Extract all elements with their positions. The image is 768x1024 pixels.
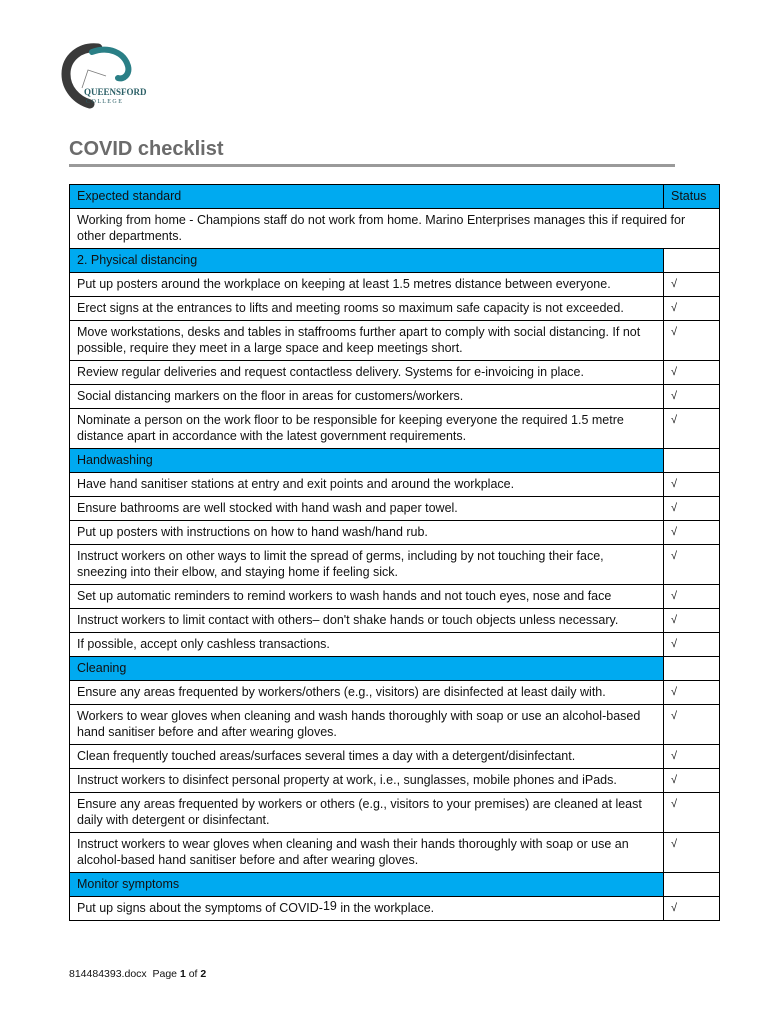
section-heading: 2. Physical distancing xyxy=(70,249,664,273)
standard-text xyxy=(70,897,664,921)
college-logo xyxy=(58,42,150,112)
status-check-icon: √ xyxy=(664,545,720,585)
standard-text: If possible, accept only cashless transactions. xyxy=(70,633,664,657)
table-row xyxy=(70,681,720,705)
section-heading: Cleaning xyxy=(70,657,664,681)
status-check-icon: √ xyxy=(664,633,720,657)
standard-text: Put up posters around the workplace on keeping at least 1.5 metres distance between everyone. xyxy=(70,273,664,297)
standard-text: Have hand sanitiser stations at entry and exit points and around the workplace. xyxy=(70,473,664,497)
logo-mark-icon xyxy=(58,42,150,112)
status-check-icon: √ xyxy=(664,793,720,833)
table-row xyxy=(70,833,720,873)
status-check-icon: √ xyxy=(664,473,720,497)
covid-checklist-table xyxy=(69,184,720,921)
section-heading-row xyxy=(70,449,720,473)
status-check-icon: √ xyxy=(664,769,720,793)
table-row xyxy=(70,609,720,633)
status-check-icon: √ xyxy=(664,321,720,361)
logo-wordmark: QUEENSFORD xyxy=(84,87,147,97)
logo-subwordmark: C O L L E G E xyxy=(86,99,122,105)
footer-of-label: of xyxy=(188,968,198,980)
footer-page-total: 2 xyxy=(200,968,207,980)
footer-filename: 814484393.docx xyxy=(69,968,147,980)
section-heading: Handwashing xyxy=(70,449,664,473)
status-check-icon: √ xyxy=(664,297,720,321)
standard-text-part: in the workplace. xyxy=(336,901,435,915)
status-check-icon: √ xyxy=(664,833,720,873)
status-check-icon: √ xyxy=(664,273,720,297)
header-expected-standard: Expected standard xyxy=(70,185,664,209)
standard-text: Social distancing markers on the floor in areas for customers/workers. xyxy=(70,385,664,409)
status-check-icon: √ xyxy=(664,897,720,921)
standard-text: Ensure any areas frequented by workers or others (e.g., visitors to your premises) are cleaned at least daily with detergent or disinfectant. xyxy=(70,793,664,833)
table-row xyxy=(70,545,720,585)
status-check-icon: √ xyxy=(664,497,720,521)
standard-text: Set up automatic reminders to remind workers to wash hands and not touch eyes, nose and face xyxy=(70,585,664,609)
standard-text: Erect signs at the entrances to lifts and meeting rooms so maximum safe capacity is not exceeded. xyxy=(70,297,664,321)
table-row xyxy=(70,297,720,321)
standard-text: Workers to wear gloves when cleaning and wash hands thoroughly with soap or use an alcohol-based hand sanitiser before and after wearing gloves. xyxy=(70,705,664,745)
table-row xyxy=(70,745,720,769)
table-row xyxy=(70,793,720,833)
standard-text: Instruct workers on other ways to limit the spread of germs, including by not touching their face, sneezing into their elbow, and staying home if feeling sick. xyxy=(70,545,664,585)
standard-text: Ensure any areas frequented by workers/others (e.g., visitors) are disinfected at least daily with. xyxy=(70,681,664,705)
standard-text: Move workstations, desks and tables in staffrooms further apart to comply with social distancing. If not possible, require they meet in a large space and keep meetings short. xyxy=(70,321,664,361)
table-row xyxy=(70,385,720,409)
table-row xyxy=(70,497,720,521)
status-check-icon: √ xyxy=(664,385,720,409)
table-row xyxy=(70,521,720,545)
status-check-icon: √ xyxy=(664,681,720,705)
section-heading-row xyxy=(70,873,720,897)
table-row xyxy=(70,473,720,497)
page-title: COVID checklist xyxy=(69,138,224,160)
standard-text: Review regular deliveries and request contactless delivery. Systems for e-invoicing in place. xyxy=(70,361,664,385)
table-row xyxy=(70,897,720,921)
status-check-icon: √ xyxy=(664,609,720,633)
section-heading-row xyxy=(70,249,720,273)
table-row xyxy=(70,273,720,297)
intro-row xyxy=(70,209,720,249)
standard-text: Instruct workers to limit contact with others– don't shake hands or touch objects unless necessary. xyxy=(70,609,664,633)
intro-text: Working from home - Champions staff do not work from home. Marino Enterprises manages this if required for other departments. xyxy=(70,209,720,249)
header-status: Status xyxy=(664,185,720,209)
section-status-cell xyxy=(664,249,720,273)
page-footer xyxy=(69,968,206,980)
section-heading: Monitor symptoms xyxy=(70,873,664,897)
footer-page-current: 1 xyxy=(179,968,186,980)
status-check-icon: √ xyxy=(664,361,720,385)
standard-text-raised: 19 xyxy=(322,899,337,913)
table-row xyxy=(70,633,720,657)
table-row xyxy=(70,409,720,449)
standard-text: Instruct workers to disinfect personal property at work, i.e., sunglasses, mobile phones and iPads. xyxy=(70,769,664,793)
title-divider xyxy=(69,164,675,167)
section-status-cell xyxy=(664,449,720,473)
table-row xyxy=(70,769,720,793)
status-check-icon: √ xyxy=(664,409,720,449)
section-heading-row xyxy=(70,657,720,681)
section-status-cell xyxy=(664,657,720,681)
table-header-row xyxy=(70,185,720,209)
section-status-cell xyxy=(664,873,720,897)
status-check-icon: √ xyxy=(664,521,720,545)
status-check-icon: √ xyxy=(664,585,720,609)
standard-text-part: Put up signs about the symptoms of COVID- xyxy=(77,901,323,915)
table-row xyxy=(70,705,720,745)
footer-page-label: Page xyxy=(152,968,178,980)
table-row xyxy=(70,361,720,385)
status-check-icon: √ xyxy=(664,705,720,745)
table-row xyxy=(70,585,720,609)
table-row xyxy=(70,321,720,361)
standard-text: Instruct workers to wear gloves when cleaning and wash their hands thoroughly with soap or use an alcohol-based hand sanitiser before and after wearing gloves. xyxy=(70,833,664,873)
status-check-icon: √ xyxy=(664,745,720,769)
standard-text: Nominate a person on the work floor to be responsible for keeping everyone the required 1.5 metre distance apart in accordance with the latest government requirements. xyxy=(70,409,664,449)
standard-text: Ensure bathrooms are well stocked with hand wash and paper towel. xyxy=(70,497,664,521)
standard-text: Clean frequently touched areas/surfaces several times a day with a detergent/disinfectant. xyxy=(70,745,664,769)
standard-text: Put up posters with instructions on how to hand wash/hand rub. xyxy=(70,521,664,545)
